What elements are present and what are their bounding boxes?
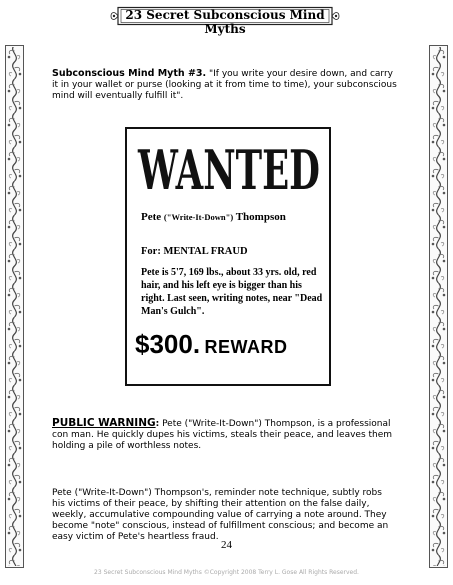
wanted-title-text: WANTED <box>137 138 320 202</box>
public-warning-paragraph <box>52 418 397 452</box>
suspect-last-name: Thompson <box>233 211 286 223</box>
charge-line: For: MENTAL FRAUD <box>141 246 248 257</box>
suspect-description: Pete is 5'7, 169 lbs., about 33 yrs. old, red hair, and his left eye is bigger than his right. Last seen, writing notes, near "Dead Man's Gulch". <box>141 267 323 317</box>
page-number: 24 <box>221 539 232 551</box>
suspect-name <box>141 211 286 223</box>
suspect-nickname: ("Write-It-Down") <box>163 212 234 222</box>
public-warning-text: Pete ("Write-It-Down") Thompson, is a professional con man. He quickly dupes his victims, steals their peace, and leaves them holding a pile of worthless notes. <box>52 419 393 451</box>
banner-title: 23 Secret Subconscious Mind Myths <box>125 8 325 36</box>
myth-heading: Subconscious Mind Myth #3. <box>52 68 207 79</box>
header-banner <box>110 6 340 36</box>
reward-word: REWARD <box>204 337 288 357</box>
public-warning-colon: : <box>155 419 160 429</box>
myth-text: "If you write your desire down, and carry it in your wallet or purse (looking at it from time to time), your subconscious mind will eventually fulfill it". <box>52 69 397 101</box>
myth-paragraph <box>52 68 397 102</box>
suspect-first-name: Pete <box>141 211 164 223</box>
wanted-title <box>137 138 321 202</box>
public-warning-label: PUBLIC WARNING <box>52 417 156 429</box>
explanation-paragraph: Pete ("Write-It-Down") Thompson's, reminder note technique, subtly robs his victims of their peace, by shifting their attention on the false daily, weekly, accumulative compounding value of carrying a note around. They become "note" conscious, instead of fulfillment conscious; and become an easy victim of Pete's heartless fraud. <box>52 488 389 542</box>
wanted-poster <box>125 127 331 386</box>
reward-amount: $300. <box>135 329 201 359</box>
reward-line <box>135 329 288 360</box>
right-ornamental-border <box>429 45 448 568</box>
left-ornamental-border <box>5 45 24 568</box>
copyright-footer: 23 Secret Subconscious Mind Myths ©Copyright 2008 Terry L. Gose All Rights Reserved. <box>94 569 359 576</box>
